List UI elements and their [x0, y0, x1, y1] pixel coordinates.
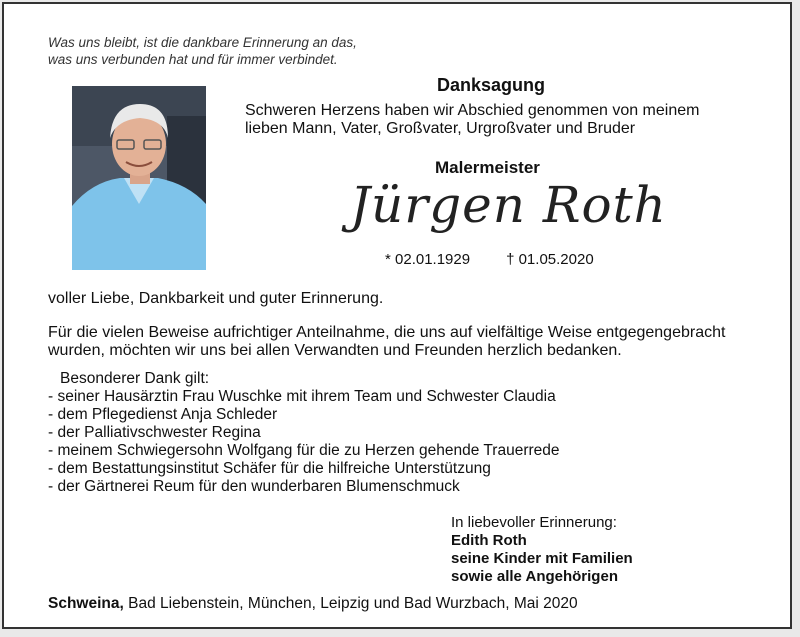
list-item: - dem Pflegedienst Anja Schleder [48, 406, 278, 423]
closing-phrase: voller Liebe, Dankbarkeit und guter Erinnerung. [48, 290, 384, 307]
signature-name: sowie alle Angehörigen [451, 568, 618, 585]
special-thanks-list [48, 370, 560, 496]
list-item: - der Palliativschwester Regina [48, 424, 261, 441]
list-item: - meinem Schwiegersohn Wolfgang für die zu Herzen gehende Trauerrede [48, 442, 560, 459]
signature-name: Edith Roth [451, 532, 527, 549]
deceased-name: Jürgen Roth [350, 176, 667, 234]
profession-label: Malermeister [435, 158, 540, 177]
signature-name: seine Kinder mit Familien [451, 550, 633, 567]
birth-date: * 02.01.1929 [385, 251, 471, 268]
signature-intro: In liebevoller Erinnerung: [451, 514, 617, 531]
list-item: - dem Bestattungsinstitut Schäfer für die hilfreiche Unterstützung [48, 460, 491, 477]
place-primary: Schweina, [48, 595, 124, 612]
portrait-photo [72, 86, 206, 270]
special-thanks-heading: Besonderer Dank gilt: [60, 370, 210, 387]
portrait-illustration [72, 86, 206, 270]
obituary-card [2, 2, 792, 629]
thanks-paragraph: Für die vielen Beweise aufrichtiger Anteilnahme, die uns auf vielfältige Weise entgegengebracht wurden, möchten wir uns bei allen Verwandten und Freunden herzlich bedanken. [48, 324, 726, 359]
motto-quote: Was uns bleibt, ist die dankbare Erinnerung an das, was uns verbunden hat und für immer verbindet. [48, 35, 357, 67]
life-dates [385, 251, 594, 268]
signature-block [451, 514, 633, 586]
death-date: † 01.05.2020 [506, 251, 594, 268]
place-and-date [48, 595, 578, 613]
list-item: - seiner Hausärztin Frau Wuschke mit ihrem Team und Schwester Claudia [48, 388, 556, 405]
place-rest: Bad Liebenstein, München, Leipzig und Bad Wurzbach, Mai 2020 [123, 595, 578, 612]
page-title: Danksagung [437, 75, 546, 95]
list-item: - der Gärtnerei Reum für den wunderbaren Blumenschmuck [48, 478, 460, 495]
intro-text: Schweren Herzens haben wir Abschied genommen von meinem lieben Mann, Vater, Großvater, Urgroßvater und Bruder [245, 102, 700, 137]
